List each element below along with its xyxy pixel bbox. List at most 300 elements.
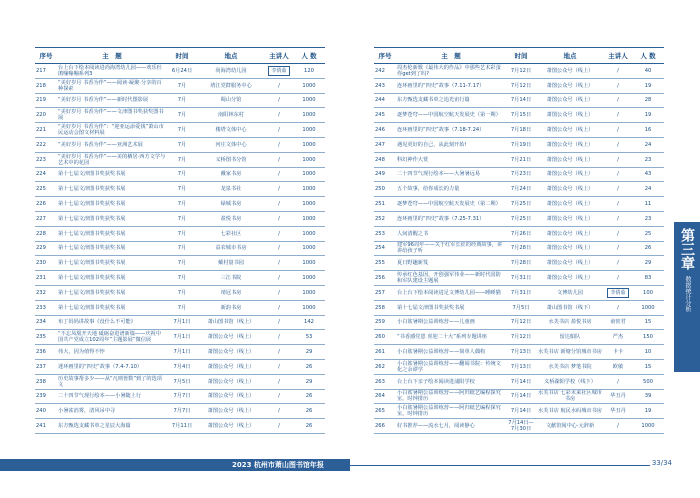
row-count: 1000	[293, 152, 325, 167]
row-speaker: /	[604, 93, 632, 108]
table-row	[374, 78, 664, 93]
row-time: 7月13日	[506, 345, 536, 360]
row-time: 7月5日	[506, 300, 536, 315]
row-topic: 遇见更好的自己，从此刻开始!	[396, 137, 506, 152]
chapter-subtitle: 数据统计分析	[684, 276, 691, 312]
row-topic: “书香感党恩 喜迎二十大”系列专题讲座	[396, 330, 506, 345]
row-time: 7月12日	[506, 78, 536, 93]
row-seq: 234	[35, 315, 57, 330]
row-speaker: /	[265, 389, 293, 404]
row-place: 水芙书店 梦笔书院	[536, 359, 604, 374]
row-seq: 252	[374, 211, 396, 226]
row-count: 19	[632, 108, 664, 123]
row-speaker: 俞密君	[604, 315, 632, 330]
row-place: 萧图公众号（线上）	[536, 137, 604, 152]
row-place: 河庄文体中心	[197, 137, 265, 152]
row-topic: 小白鲨暑期公益训练营——简单人偶构	[396, 345, 506, 360]
table-header-row	[35, 48, 325, 64]
row-time: 7月	[167, 93, 197, 108]
row-time: 7月24日	[506, 182, 536, 197]
row-count: 1000	[293, 241, 325, 256]
row-topic: 东方甄选支藏书单之星辰大海篇	[57, 419, 167, 434]
row-count: 1000	[293, 108, 325, 123]
row-count: 10	[632, 345, 664, 360]
row-speaker: /	[265, 226, 293, 241]
row-speaker: /	[604, 197, 632, 212]
row-seq: 244	[374, 93, 396, 108]
table-row	[374, 330, 664, 345]
row-seq: 224	[35, 167, 57, 182]
row-time: 7月	[167, 300, 197, 315]
row-time: 7月28日	[506, 241, 536, 256]
header-speaker: 主讲人	[604, 48, 632, 64]
row-seq: 263	[374, 374, 396, 389]
row-count: 1000	[293, 93, 325, 108]
row-topic: 伟大，因为值得不悖	[57, 345, 167, 360]
row-topic: 历史故事帮多少——从“凡则皆数”到了的选项文	[57, 374, 167, 389]
header-count: 人 数	[293, 48, 325, 64]
row-speaker: /	[604, 241, 632, 256]
row-speaker: /	[604, 419, 632, 434]
row-time: 7月5日	[167, 374, 197, 389]
table-row	[374, 374, 664, 389]
row-place: 戴家书房	[197, 167, 265, 182]
row-topic: 连环画里的“四史”故事（7.18-7.24）	[396, 123, 506, 138]
row-topic: 第十七届文津图书奖获奖书展	[57, 211, 167, 226]
row-count: 1000	[632, 300, 664, 315]
left-table	[35, 47, 325, 434]
row-time: 7月	[167, 226, 197, 241]
row-count: 1000	[293, 182, 325, 197]
row-place: 戴村量书园	[197, 256, 265, 271]
row-count: 28	[632, 93, 664, 108]
row-count: 1000	[293, 197, 325, 212]
row-seq: 235	[35, 330, 57, 345]
row-seq: 230	[35, 256, 57, 271]
row-time: 7月	[167, 167, 197, 182]
row-speaker: /	[604, 123, 632, 138]
row-speaker: /	[265, 419, 293, 434]
row-time: 7月	[167, 152, 197, 167]
row-time: 7月31日	[506, 285, 536, 300]
row-speaker: /	[265, 182, 293, 197]
right-table-body	[374, 64, 664, 434]
table-row	[374, 137, 664, 152]
row-topic: 夏日野趣新笈	[396, 256, 506, 271]
row-seq: 264	[374, 389, 396, 404]
header-place: 地点	[197, 48, 265, 64]
row-count: 120	[293, 64, 325, 79]
row-place: 靖江党群服务中心	[197, 78, 265, 93]
row-place: 萧图公众号（线上）	[536, 211, 604, 226]
row-seq: 225	[35, 182, 57, 197]
row-speaker: /	[604, 64, 632, 79]
row-seq: 249	[374, 167, 396, 182]
row-seq: 218	[35, 78, 57, 93]
row-count: 26	[293, 419, 325, 434]
table-row	[374, 300, 664, 315]
table-row	[35, 226, 325, 241]
row-count: 1000	[293, 137, 325, 152]
table-row	[374, 123, 664, 138]
footer-line	[350, 465, 650, 466]
header-time: 时间	[506, 48, 536, 64]
row-seq: 223	[35, 152, 57, 167]
row-time: 7月21日	[506, 152, 536, 167]
row-place: 萧图公众号（线上）	[536, 182, 604, 197]
row-topic: “不忘凤凰开天地 砥砺奋进谱新篇——庆祝中国共产党成立102周年”主题影展”微信展	[57, 330, 167, 345]
row-seq: 265	[374, 404, 396, 419]
row-seq: 228	[35, 226, 57, 241]
row-seq: 229	[35, 241, 57, 256]
row-topic: 周杰伦新歌《最伟大的作品》中那些艺术彩蛋你get到了吗?	[396, 64, 506, 79]
row-place: 萧图公众号（线上）	[197, 419, 265, 434]
row-topic: 第十七届文津图书奖获奖书展	[396, 300, 506, 315]
row-speaker: /	[604, 78, 632, 93]
row-place: 靖冠书房	[197, 285, 265, 300]
row-place: 萧图公众号（线上）	[536, 108, 604, 123]
row-count: 25	[632, 226, 664, 241]
row-place: 萧图公众号（线上）	[197, 345, 265, 360]
row-place: 水芙书店 七彩未来社区城市书房	[536, 389, 604, 404]
row-seq: 250	[374, 182, 396, 197]
row-count: 1000	[293, 78, 325, 93]
row-count: 142	[293, 315, 325, 330]
header-seq: 序号	[35, 48, 57, 64]
row-count: 24	[632, 182, 664, 197]
row-time: 7月	[167, 271, 197, 286]
row-time: 7月	[167, 108, 197, 123]
row-place: 萧山图书馆（线下）	[536, 300, 604, 315]
row-count: 1000	[293, 271, 325, 286]
row-topic: 小白鲨暑期公益训练营——翻阅书院：传统文化之余谭学	[396, 359, 506, 374]
row-speaker: /	[265, 271, 293, 286]
table-row	[374, 108, 664, 123]
row-time: 7月1日	[167, 315, 197, 330]
table-header-row	[374, 48, 664, 64]
row-time: 7月	[167, 123, 197, 138]
row-time: 7月25日	[506, 211, 536, 226]
row-topic: 第十七届文津图书奖获奖书展	[57, 256, 167, 271]
row-speaker: /	[604, 167, 632, 182]
row-time: 7月4日	[167, 359, 197, 374]
row-speaker: /	[265, 359, 293, 374]
row-topic: “美好岁月 书香为伴”——阅读·凝聚·分享的百种探索	[57, 78, 167, 93]
row-topic: 二十四节气现行绘本——小暑随上行	[57, 389, 167, 404]
row-count: 23	[632, 211, 664, 226]
row-speaker: /	[265, 374, 293, 389]
row-topic: 连环画里的“四史”故事（7.25-7.31）	[396, 211, 506, 226]
row-topic: 建军96周年——关于红军长征的经典故事，讲讲给孩子听	[396, 241, 506, 256]
row-topic: 小暑雀消雾，清风吊中寻	[57, 404, 167, 419]
row-speaker: /	[265, 404, 293, 419]
row-count: 26	[632, 241, 664, 256]
row-count: 19	[632, 404, 664, 419]
row-place: 萧图公众号（线上）	[536, 123, 604, 138]
row-topic: 小白鲨暑期公益训练营——阿归纸艺编程探究室。时钟排历	[396, 389, 506, 404]
row-topic: 台上台下亲子绘本阅读进浦阳学校	[396, 374, 506, 389]
row-seq: 259	[374, 315, 396, 330]
table-row	[374, 315, 664, 330]
row-seq: 219	[35, 93, 57, 108]
row-speaker: /	[604, 152, 632, 167]
row-speaker: /	[604, 182, 632, 197]
table-row	[374, 197, 664, 212]
left-table-body	[35, 64, 325, 434]
row-place: 水芙书店 新塘分馆城市书房	[536, 345, 604, 360]
row-time: 7月14日	[506, 374, 536, 389]
row-speaker: /	[265, 93, 293, 108]
table-row	[35, 211, 325, 226]
row-place: 龙泉书社	[197, 182, 265, 197]
row-seq: 255	[374, 256, 396, 271]
table-row	[374, 64, 664, 79]
row-time: 7月14日	[506, 404, 536, 419]
speaker-tag: 李倩茹	[268, 66, 289, 76]
row-seq: 245	[374, 108, 396, 123]
row-seq: 257	[374, 285, 396, 300]
row-seq: 261	[374, 345, 396, 360]
table-row	[374, 226, 664, 241]
table-row	[374, 93, 664, 108]
row-place: 萧图公众号（线上）	[536, 167, 604, 182]
row-count: 100	[632, 285, 664, 300]
table-row	[374, 167, 664, 182]
row-place: 水芙书店 盈悦书房	[536, 315, 604, 330]
footer-title: 2023 杭州市萧山图书馆年报	[232, 461, 324, 469]
row-topic: “美好岁月 书香为伴”：“迎亚运添爱钱”萧山市民运动会图文材料展	[57, 123, 167, 138]
row-seq: 217	[35, 64, 57, 79]
row-time: 7月	[167, 241, 197, 256]
chapter-title: 第三章	[679, 228, 695, 270]
row-time: 7月	[167, 182, 197, 197]
row-seq: 248	[374, 152, 396, 167]
row-seq: 243	[374, 78, 396, 93]
row-count: 1000	[293, 167, 325, 182]
row-speaker: /	[604, 226, 632, 241]
row-place: 文献馆阅中心·元辞新	[536, 419, 604, 434]
row-speaker: 严杰	[604, 330, 632, 345]
row-place: 萧图公众号（线上）	[536, 93, 604, 108]
row-time: 7月1日	[167, 345, 197, 360]
table-row	[35, 345, 325, 360]
row-count: 26	[293, 404, 325, 419]
row-count: 1000	[632, 419, 664, 434]
row-seq: 247	[374, 137, 396, 152]
table-row	[35, 271, 325, 286]
row-topic: 第十七届文津图书奖获奖书展	[57, 271, 167, 286]
row-count: 53	[293, 330, 325, 345]
row-topic: “美好岁月 书香为伴”——新时代图影展	[57, 93, 167, 108]
header-count: 人 数	[632, 48, 664, 64]
table-row	[35, 359, 325, 374]
row-seq: 241	[35, 419, 57, 434]
row-topic: 小白鲨暑期公益训练营——儿童画	[396, 315, 506, 330]
row-place: 萧图公众号（线上）	[536, 256, 604, 271]
row-seq: 231	[35, 271, 57, 286]
table-row	[35, 419, 325, 434]
row-speaker: /	[604, 300, 632, 315]
row-time: 7月	[167, 211, 197, 226]
row-seq: 238	[35, 374, 57, 389]
row-place: 义桥图书分馆	[197, 152, 265, 167]
table-row	[35, 285, 325, 300]
row-speaker: 欧敏	[604, 359, 632, 374]
row-count: 1000	[293, 300, 325, 315]
table-row	[35, 300, 325, 315]
row-topic: 第十七届文津图书奖获奖书展	[57, 241, 167, 256]
table-row	[374, 152, 664, 167]
table-row	[35, 197, 325, 212]
row-topic: 科幻神作大赏	[396, 152, 506, 167]
table-row	[374, 182, 664, 197]
row-place: 七彩社区	[197, 226, 265, 241]
row-place: 萧图公众号（线上）	[197, 404, 265, 419]
row-seq: 260	[374, 330, 396, 345]
right-page	[350, 0, 700, 498]
header-topic: 主 题	[396, 48, 506, 64]
row-count: 83	[632, 271, 664, 286]
row-count: 24	[632, 137, 664, 152]
row-speaker: /	[265, 108, 293, 123]
row-count: 29	[293, 345, 325, 360]
row-speaker: 华丑丹	[604, 404, 632, 419]
row-seq: 226	[35, 197, 57, 212]
row-speaker: /	[265, 123, 293, 138]
row-time: 7月	[167, 256, 197, 271]
row-speaker: /	[604, 211, 632, 226]
row-count: 1000	[293, 211, 325, 226]
row-topic: 东方甄选支藏书单之追光宙行篇	[396, 93, 506, 108]
row-time: 7月28日	[506, 256, 536, 271]
table-row	[35, 256, 325, 271]
row-count: 16	[632, 123, 664, 138]
row-time: 7月25日	[506, 197, 536, 212]
row-count: 40	[632, 64, 664, 79]
row-place: 水芙书店 航民水码城市书房	[536, 404, 604, 419]
row-time: 7月11日	[167, 419, 197, 434]
row-seq: 242	[374, 64, 396, 79]
row-count: 150	[632, 330, 664, 345]
row-seq: 239	[35, 389, 57, 404]
row-count: 15	[632, 359, 664, 374]
row-time: 7月23日	[506, 167, 536, 182]
row-count: 29	[293, 374, 325, 389]
row-time: 7月26日	[506, 226, 536, 241]
row-seq: 237	[35, 359, 57, 374]
row-speaker: /	[604, 108, 632, 123]
table-row	[35, 330, 325, 345]
speaker-tag: 李倩茹	[607, 288, 628, 298]
row-time: 7月7日	[167, 389, 197, 404]
row-count: 15	[632, 315, 664, 330]
row-count: 23	[632, 152, 664, 167]
row-place: 萧图公众号（线上）	[197, 359, 265, 374]
row-seq: 232	[35, 285, 57, 300]
row-time: 7月	[167, 197, 197, 212]
row-time: 7月14日—7月30日	[506, 419, 536, 434]
row-place: 绿城书房	[197, 197, 265, 212]
row-count: 29	[632, 256, 664, 271]
table-row	[374, 359, 664, 374]
row-time: 7月1日	[167, 330, 197, 345]
table-row	[35, 93, 325, 108]
row-time: 7月15日	[506, 108, 536, 123]
table-row	[35, 108, 325, 123]
table-row	[374, 345, 664, 360]
row-seq: 221	[35, 123, 57, 138]
row-speaker: 华丑丹	[604, 389, 632, 404]
row-place: 萧图公众号（线上）	[197, 389, 265, 404]
chapter-tab	[674, 222, 700, 372]
row-speaker: 卡卡	[604, 345, 632, 360]
table-row	[35, 182, 325, 197]
table-row	[35, 167, 325, 182]
row-place: 萧图公众号（线上）	[536, 197, 604, 212]
row-place: 尚海湾幼儿园	[197, 64, 265, 79]
row-time: 7月14日	[506, 93, 536, 108]
row-seq: 256	[374, 271, 396, 286]
row-speaker: /	[604, 271, 632, 286]
row-count: 39	[632, 389, 664, 404]
table-row	[35, 241, 325, 256]
table-row	[374, 211, 664, 226]
header-place: 地点	[536, 48, 604, 64]
table-row	[374, 271, 664, 286]
row-place: 三江书院	[197, 271, 265, 286]
page-number: 33/34	[651, 459, 672, 467]
row-count: 1000	[293, 226, 325, 241]
table-row	[35, 137, 325, 152]
table-row	[374, 419, 664, 434]
row-count: 1000	[293, 123, 325, 138]
row-topic: 二十四节气现行绘本——大暑暑远易	[396, 167, 506, 182]
row-seq: 254	[374, 241, 396, 256]
row-place: 益农城市书房	[197, 241, 265, 256]
row-speaker: /	[604, 374, 632, 389]
row-seq: 266	[374, 419, 396, 434]
table-row	[35, 123, 325, 138]
row-time: 7月12日	[506, 64, 536, 79]
row-speaker: /	[265, 330, 293, 345]
row-seq: 262	[374, 359, 396, 374]
row-seq: 227	[35, 211, 57, 226]
row-seq: 253	[374, 226, 396, 241]
row-place: 萧图公众号（线上）	[536, 64, 604, 79]
row-place: 萧图公众号（线上）	[536, 152, 604, 167]
row-place: 楼塔文体中心	[197, 123, 265, 138]
row-count: 1000	[293, 256, 325, 271]
row-topic: 第十七届文津图书奖获奖书展	[57, 285, 167, 300]
row-speaker: /	[265, 285, 293, 300]
row-speaker: /	[265, 211, 293, 226]
row-topic: 连环画里的“四史”故事（7.11-7.17）	[396, 78, 506, 93]
row-seq: 240	[35, 404, 57, 419]
row-place: 萧山图书馆（线上）	[197, 315, 265, 330]
row-topic: 好书推荐——流水七月，阅读静心	[396, 419, 506, 434]
row-time: 7月31日	[506, 271, 536, 286]
row-time: 7月13日	[506, 359, 536, 374]
row-seq: 251	[374, 197, 396, 212]
row-seq: 258	[374, 300, 396, 315]
row-topic: 第十七届文津图书奖获奖书展	[57, 300, 167, 315]
row-time: 7月19日	[506, 137, 536, 152]
row-speaker	[604, 285, 632, 300]
table-row	[374, 389, 664, 404]
row-speaker: /	[604, 137, 632, 152]
row-time: 7月18日	[506, 123, 536, 138]
table-row	[374, 256, 664, 271]
